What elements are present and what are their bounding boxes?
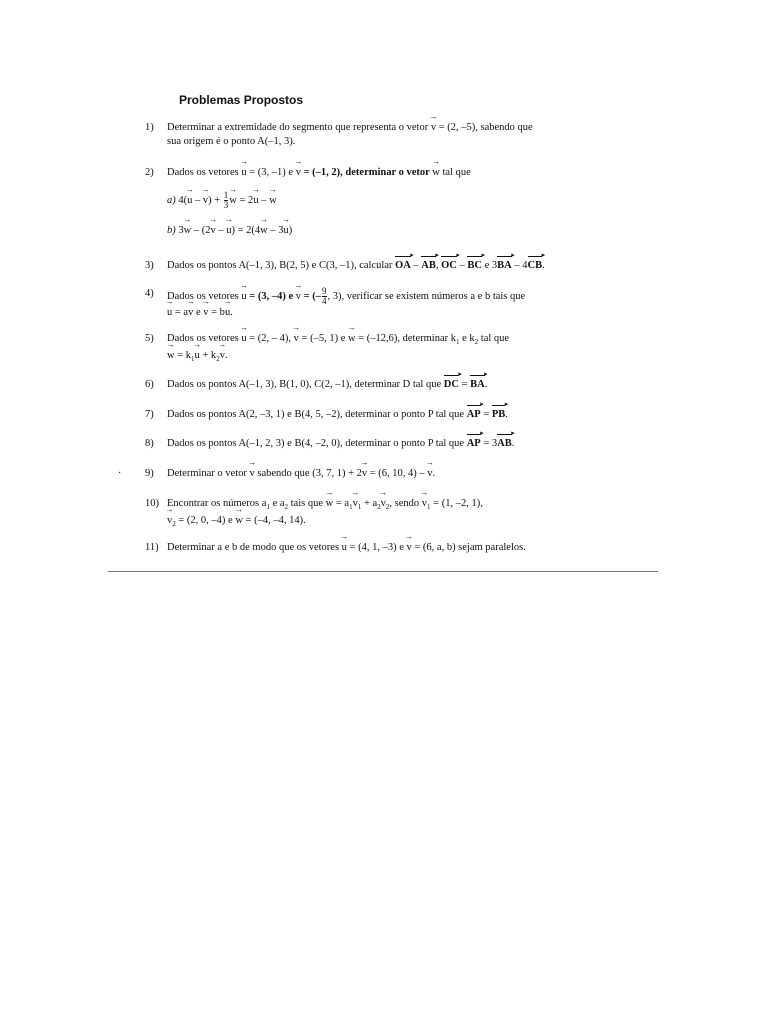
problem-text	[167, 541, 600, 555]
text: e k	[459, 333, 475, 344]
vector-v: → v	[167, 514, 172, 528]
text: sua origem é o ponto A(–1, 3).	[167, 136, 296, 147]
page-title: Problemas Propostos	[179, 93, 304, 107]
text: = 3	[480, 438, 498, 449]
vector-w: → w	[348, 332, 356, 346]
text: –	[456, 260, 468, 271]
vector-w: → w	[167, 349, 175, 363]
text: tal que	[478, 333, 510, 344]
text: Determinar o vetor	[167, 468, 250, 479]
vector-w: → w	[269, 194, 277, 208]
text: = b	[208, 307, 225, 318]
vector-v: → v	[406, 541, 411, 555]
text: Dados os pontos A(2, –3, 1) e B(4, 5, –2), determinar o ponto P tal que	[167, 409, 467, 420]
vector-v: → v	[362, 467, 367, 481]
problem-number: 6)	[145, 379, 154, 390]
text: , 3), verificar se existem números a e b tais que	[327, 290, 526, 302]
vector-v: → v	[203, 306, 208, 320]
problem-1	[145, 121, 600, 149]
text: 3	[175, 225, 184, 236]
subscript: 1	[357, 503, 362, 512]
vector-v: → v	[296, 166, 301, 180]
text: = (6, a, b) sejam paralelos.	[411, 542, 526, 553]
text: – (2	[191, 225, 211, 236]
problem-text	[167, 166, 600, 180]
problem-text	[167, 497, 600, 531]
problem-6	[145, 378, 600, 392]
item-label: b)	[167, 225, 176, 236]
vector-u: → u	[226, 224, 231, 238]
segment-cb: CB ▸	[528, 259, 543, 273]
text: + k	[199, 350, 217, 362]
problem-2	[145, 166, 600, 180]
denominator: 3	[223, 200, 229, 210]
vector-v: → v	[250, 467, 255, 481]
vector-u: → u	[342, 541, 347, 555]
problem-10	[145, 497, 600, 531]
text: = (–1, 2), determinar o vetor	[300, 167, 433, 178]
subscript: 2	[172, 520, 176, 529]
text: )	[288, 225, 293, 236]
text: = (–12,6), determinar k	[355, 333, 456, 344]
segment-ap: AP ▸	[467, 437, 481, 451]
stray-mark: ·	[118, 468, 122, 479]
problem-number: 11)	[145, 542, 159, 553]
numerator: 1	[223, 190, 229, 200]
text: tais que	[288, 498, 326, 509]
text: .	[230, 307, 233, 318]
subscript: 2	[474, 338, 479, 347]
text: = (2, 0, –4) e	[175, 515, 236, 527]
vector-w: → w	[432, 166, 440, 180]
segment-ab: AB ▸	[421, 259, 436, 273]
segment-oa: OA ▸	[395, 259, 411, 273]
segment-ap: AP ▸	[467, 408, 481, 422]
problem-2b	[167, 224, 292, 238]
text: = (–	[301, 290, 321, 302]
segment-dc: DC ▸	[444, 378, 459, 392]
text: = (2, –5), sabendo que	[436, 122, 533, 133]
vector-w: → w	[235, 514, 243, 528]
horizontal-rule	[108, 571, 658, 572]
segment-ba: BA ▸	[470, 378, 485, 392]
fraction	[322, 287, 327, 306]
item-label: a)	[167, 194, 176, 206]
problem-text	[167, 467, 600, 481]
text: = a	[333, 498, 350, 509]
vector-v: → v	[294, 332, 299, 346]
text: = k	[174, 350, 192, 362]
vector-w: → w	[260, 224, 268, 238]
vector-v: → v	[427, 467, 432, 481]
text: =	[480, 409, 492, 420]
text: = (3, –4) e	[246, 290, 296, 302]
text: + a	[361, 498, 378, 509]
subscript: 1	[349, 503, 353, 512]
text: –	[215, 225, 227, 236]
problem-text	[167, 259, 615, 273]
vector-v: → v	[188, 306, 193, 320]
text: = (3, –1) e	[246, 167, 296, 178]
problem-number: 1)	[145, 122, 154, 133]
problem-number: 3)	[145, 260, 154, 271]
vector-u: → u	[241, 290, 246, 304]
text: e 3	[481, 260, 498, 271]
vector-v: → v	[381, 497, 386, 511]
text: = (–4, –4, 14).	[242, 515, 306, 527]
text: .	[511, 438, 515, 449]
text: – 3	[267, 225, 284, 236]
problem-text	[167, 121, 600, 149]
text: = a	[172, 307, 189, 318]
text: ) +	[208, 194, 223, 206]
text: –	[192, 194, 203, 206]
text: –	[258, 194, 270, 206]
text: ) = 2(4	[231, 225, 261, 236]
vector-u: → u	[195, 349, 200, 363]
numerator: 9	[322, 286, 327, 296]
vector-u: → u	[283, 224, 288, 238]
denominator: 4	[322, 296, 327, 306]
text: .	[432, 468, 436, 479]
text: = (4, 1, –3) e	[346, 542, 407, 553]
segment-bc: BC ▸	[467, 259, 482, 273]
problem-text	[167, 332, 600, 366]
problem-3	[145, 259, 615, 273]
text: 4(	[175, 194, 188, 206]
subscript: 2	[385, 503, 390, 512]
vector-v: → v	[296, 290, 301, 304]
problem-2a	[167, 191, 277, 210]
text: e	[193, 307, 204, 318]
vector-w: → w	[184, 224, 192, 238]
subscript: 1	[191, 355, 195, 364]
problem-7	[145, 408, 600, 422]
problem-text	[167, 408, 600, 422]
text: e a	[269, 498, 285, 509]
text: sabendo que (3, 7, 1) + 2	[254, 468, 362, 479]
text: .	[224, 350, 228, 362]
text: Dados os vetores	[167, 333, 242, 344]
vector-v: → v	[220, 349, 225, 363]
text: Dados os pontos A(–1, 3), B(1, 0), C(2, –1), determinar D tal que	[167, 379, 444, 390]
text: Encontrar os números a	[167, 498, 267, 509]
text: tal que	[439, 167, 471, 178]
vector-v: → v	[353, 497, 358, 511]
text: =	[458, 379, 471, 390]
problem-8	[145, 437, 600, 451]
vector-v: → v	[431, 121, 436, 135]
subscript: 1	[427, 503, 431, 512]
vector-u: → u	[225, 306, 230, 320]
segment-oc: OC ▸	[441, 259, 457, 273]
text: Determinar a extremidade do segmento que representa o vetor	[167, 122, 431, 133]
segment-ab: AB ▸	[497, 437, 512, 451]
vector-u: → u	[241, 332, 246, 346]
vector-u: → u	[187, 194, 192, 208]
problem-number: 5)	[145, 333, 154, 344]
problem-4	[145, 287, 600, 320]
segment-ba: BA ▸	[497, 259, 512, 273]
problem-number: 2)	[145, 167, 154, 178]
problem-number: 8)	[145, 438, 154, 449]
text: Determinar a e b de modo que os vetores	[167, 542, 342, 553]
text: Dados os pontos A(–1, 2, 3) e B(4, –2, 0), determinar o ponto P tal que	[167, 438, 467, 449]
problem-number: 9)	[145, 468, 154, 479]
text: .	[505, 409, 508, 420]
vector-v: → v	[422, 497, 427, 511]
problem-text	[167, 437, 600, 451]
subscript: 2	[284, 503, 289, 512]
problem-number: 4)	[145, 288, 154, 299]
text: = (1, –2, 1),	[430, 498, 483, 509]
subscript: 1	[456, 338, 460, 347]
subscript: 2	[216, 355, 220, 364]
text: = (6, 10, 4) –	[367, 468, 428, 479]
vector-v: → v	[203, 194, 208, 208]
text: Dados os vetores	[167, 290, 242, 302]
vector-u: → u	[241, 166, 246, 180]
segment-pb: PB ▸	[492, 408, 505, 422]
text: Dados os pontos A(–1, 3), B(2, 5) e C(3, –1), calcular	[167, 260, 396, 271]
text: –	[410, 260, 422, 271]
vector-u: → u	[253, 194, 258, 208]
problem-text	[167, 378, 600, 392]
text: = (–5, 1) e	[298, 333, 348, 344]
text: .	[542, 260, 545, 271]
subscript: 1	[266, 503, 270, 512]
problem-number: 7)	[145, 409, 154, 420]
vector-w: → w	[229, 194, 237, 208]
text: = 2	[236, 194, 254, 206]
fraction	[224, 191, 229, 210]
text: , sendo	[389, 498, 422, 509]
problem-text	[167, 287, 600, 320]
text: – 4	[511, 260, 528, 271]
subscript: 2	[377, 503, 381, 512]
problem-5	[145, 332, 600, 366]
text: ,	[435, 260, 442, 271]
vector-w: → w	[326, 497, 334, 511]
problem-9	[145, 467, 600, 481]
text: Dados os vetores	[167, 167, 242, 178]
problem-number: 10)	[145, 498, 159, 509]
vector-u: → u	[167, 306, 172, 320]
vector-v: → v	[210, 224, 215, 238]
problem-11	[145, 541, 600, 555]
text: .	[484, 379, 488, 390]
text: = (2, – 4),	[246, 333, 294, 344]
